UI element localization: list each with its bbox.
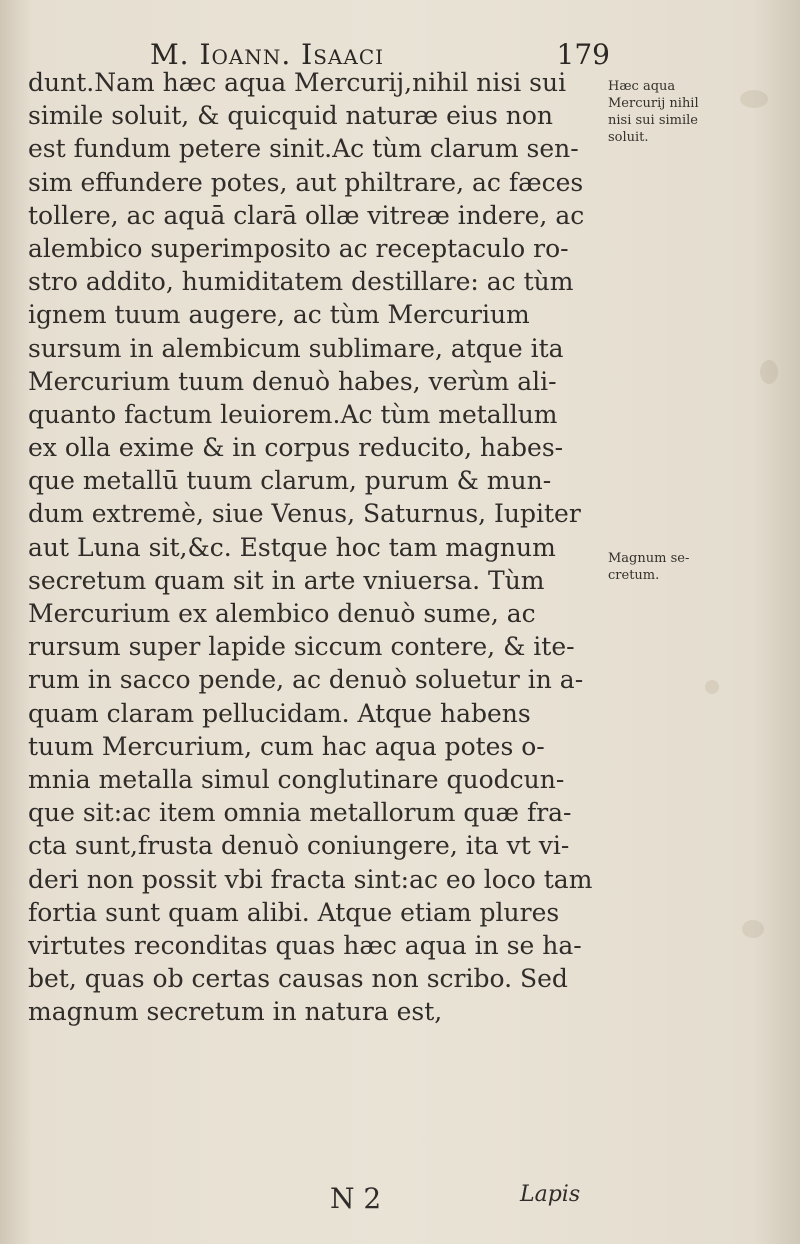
paper-stain bbox=[760, 360, 778, 384]
text-line: dunt.Nam hæc aqua Mercurij,nihil nisi sui bbox=[28, 68, 567, 97]
text-line: simile soluit, & quicquid naturæ eius non bbox=[28, 101, 553, 131]
margin-note bbox=[608, 550, 689, 584]
paper-stain bbox=[705, 680, 719, 694]
catchword: Lapis bbox=[520, 1182, 581, 1207]
signature-mark: N 2 bbox=[330, 1182, 382, 1215]
text-line: secretum quam sit in arte vniuersa. Tùm bbox=[28, 565, 545, 595]
text-line: ignem tuum augere, ac tùm Mercurium bbox=[28, 300, 530, 330]
text-line: est fundum petere sinit.Ac tùm clarum sen- bbox=[28, 134, 579, 164]
paper-stain bbox=[740, 90, 768, 108]
running-title: M. Ioann. Isaaci bbox=[150, 38, 385, 71]
margin-note bbox=[608, 78, 699, 146]
text-line: aut Luna sit,&c. Estque hoc tam magnum bbox=[28, 532, 556, 562]
text-line: alembico superimposito ac receptaculo ro- bbox=[28, 233, 569, 263]
text-line: dum extremè, siue Venus, Saturnus, Iupiter bbox=[28, 499, 581, 529]
text-line: bet, quas ob certas causas non scribo. Sed bbox=[28, 964, 568, 994]
text-line: rursum super lapide siccum contere, & ite- bbox=[28, 632, 575, 662]
text-line: virtutes reconditas quas hæc aqua in se ha- bbox=[28, 930, 582, 960]
paper-stain bbox=[742, 920, 764, 938]
text-line: stro addito, humiditatem destillare: ac tùm bbox=[28, 267, 574, 297]
text-line: sim effundere potes, aut philtrare, ac fæces bbox=[28, 167, 584, 197]
margin-note-line: Hæc aqua bbox=[608, 79, 676, 94]
margin-note-line: Mercurij nihil bbox=[608, 96, 699, 111]
text-line: deri non possit vbi fracta sint:ac eo loco tam bbox=[28, 864, 593, 894]
main-text-column bbox=[28, 66, 598, 1028]
text-line: fortia sunt quam alibi. Atque etiam plures bbox=[28, 897, 560, 927]
margin-note-line: Magnum se- bbox=[608, 551, 690, 566]
text-line: rum in sacco pende, ac denuò soluetur in a- bbox=[28, 665, 584, 695]
text-line: que sit:ac item omnia metallorum quæ fra- bbox=[28, 798, 572, 828]
text-line: ex olla exime & in corpus reducito, habes- bbox=[28, 433, 564, 463]
text-line: Mercurium ex alembico denuò sume, ac bbox=[28, 599, 536, 628]
text-line: tuum Mercurium, cum hac aqua potes o- bbox=[28, 731, 545, 761]
text-line: tollere, ac aquā clarā ollæ vitreæ indere, ac bbox=[28, 200, 585, 230]
text-line: quanto factum leuiorem.Ac tùm metallum bbox=[28, 399, 558, 429]
text-line: Mercurium tuum denuò habes, verùm ali- bbox=[28, 366, 557, 396]
margin-note-line: cretum. bbox=[608, 568, 660, 583]
text-line: mnia metalla simul conglutinare quodcun- bbox=[28, 764, 565, 794]
text-line: que metallū tuum clarum, purum & mun- bbox=[28, 466, 552, 496]
margin-note-line: soluit. bbox=[608, 130, 649, 145]
page-number: 179 bbox=[556, 38, 610, 71]
text-line: quam claram pellucidam. Atque habens bbox=[28, 698, 531, 728]
text-line: magnum secretum in natura est, bbox=[28, 997, 443, 1027]
text-line: cta sunt,frusta denuò coniungere, ita vt vi- bbox=[28, 831, 570, 861]
text-line: sursum in alembicum sublimare, atque ita bbox=[28, 333, 564, 363]
margin-note-line: nisi sui simile bbox=[608, 113, 698, 128]
